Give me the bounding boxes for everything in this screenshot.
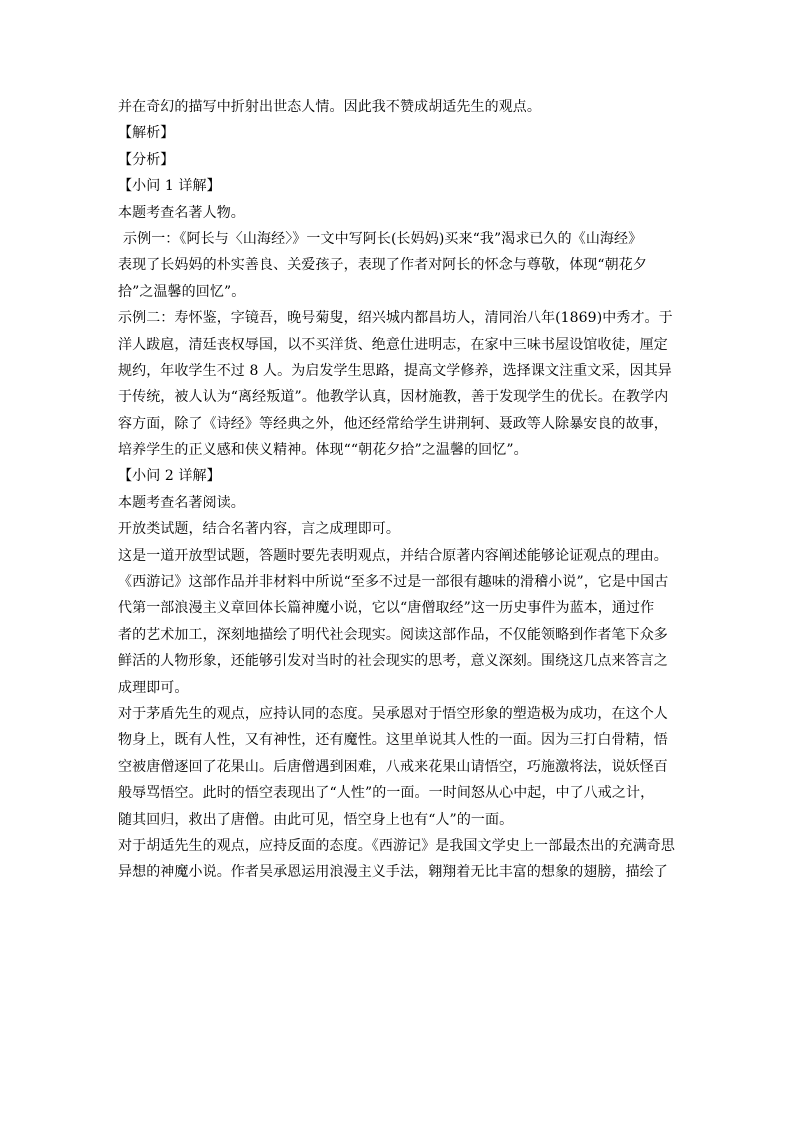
text-line: 本题考查名著人物。 [118,204,245,221]
text-line: 对于茅盾先生的观点，应持认同的态度。吴承恩对于悟空形象的塑造极为成功，在这个人 [118,705,668,722]
text-line: 示例二：寿怀鉴，字镜吾，晚号菊叟，绍兴城内都昌坊人，清同治八年(1869)中秀才。于 [118,310,673,327]
text-line: 这是一道开放型试题，答题时要先表明观点，并结合原著内容阐述能够论证观点的理由。 [118,547,668,564]
text-line: 培养学生的正义感和侠义精神。体现““朝花夕拾”之温馨的回忆”。 [118,442,528,459]
text-line: 异想的神魔小说。作者吴承恩运用浪漫主义手法，翱翔着无比丰富的想象的翅膀，描绘了 [118,864,668,881]
text-line: 空被唐僧逐回了花果山。后唐僧遇到困难，八戒来花果山请悟空，巧施激将法，说妖怪百 [118,758,668,775]
text-line: 成理即可。 [118,679,189,696]
text-line: 般辱骂悟空。此时的悟空表现出了“人性”的一面。一时间怒从心中起，中了八戒之计， [118,785,655,802]
text-line: 对于胡适先生的观点，应持反面的态度。《西游记》是我国文学史上一部最杰出的充满奇思 [118,837,675,854]
document-body [118,94,678,886]
text-line: 鲜活的人物形象，还能够引发对当时的社会现实的思考，意义深刻。围绕这几点来答言之 [118,653,668,670]
text-line: 规约，年收学生不过 8 人。为启发学生思路，提高文学修养，选择课文注重文采，因其异 [118,362,672,379]
text-line: 者的艺术加工，深刻地描绘了明代社会现实。阅读这部作品，不仅能领略到作者笔下众多 [118,626,668,643]
section-heading-question-2: 【小问 2 详解】 [118,468,221,485]
text-line: 容方面，除了《诗经》等经典之外，他还经常给学生讲荆轲、聂政等人除暴安良的故事， [118,415,668,432]
text-line: 物身上，既有人性，又有神性，还有魔性。这里单说其人性的一面。因为三打白骨精，悟 [118,732,668,749]
text-line: 示例一：《阿长与〈山海经〉》一文中写阿长(长妈妈)买来“我”渴求已久的《山海经》 [123,230,643,247]
text-line: 代第一部浪漫主义章回体长篇神魔小说，它以“唐僧取经”这一历史事件为蓝本，通过作 [118,600,655,617]
text-line: 《西游记》这部作品并非材料中所说“至多不过是一部很有趣味的滑稽小说”，它是中国古 [118,574,669,591]
text-line: 表现了长妈妈的朴实善良、关爱孩子，表现了作者对阿长的怀念与尊敬，体现“朝花夕 [118,257,647,274]
text-line: 开放类试题，结合名著内容，言之成理即可。 [118,521,400,538]
text-line: 拾”之温馨的回忆”。 [118,283,246,300]
section-heading-analysis: 【解析】 [118,125,175,142]
section-heading-question-1: 【小问 1 详解】 [118,178,221,195]
text-line: 于传统，被人认为“离经叛道”。他教学认真，因材施教，善于发现学生的优长。在教学内 [118,389,669,406]
text-line: 洋人跋扈，清廷丧权辱国，以不买洋货、绝意仕进明志，在家中三味书屋设馆收徒，厘定 [118,336,668,353]
text-line: 随其回归，救出了唐僧。由此可见，悟空身上也有“人”的一面。 [118,811,514,828]
text-line: 本题考查名著阅读。 [118,494,245,511]
section-heading-breakdown: 【分析】 [118,151,175,168]
text-line: 并在奇幻的描写中折射出世态人情。因此我不赞成胡适先生的观点。 [118,99,541,115]
